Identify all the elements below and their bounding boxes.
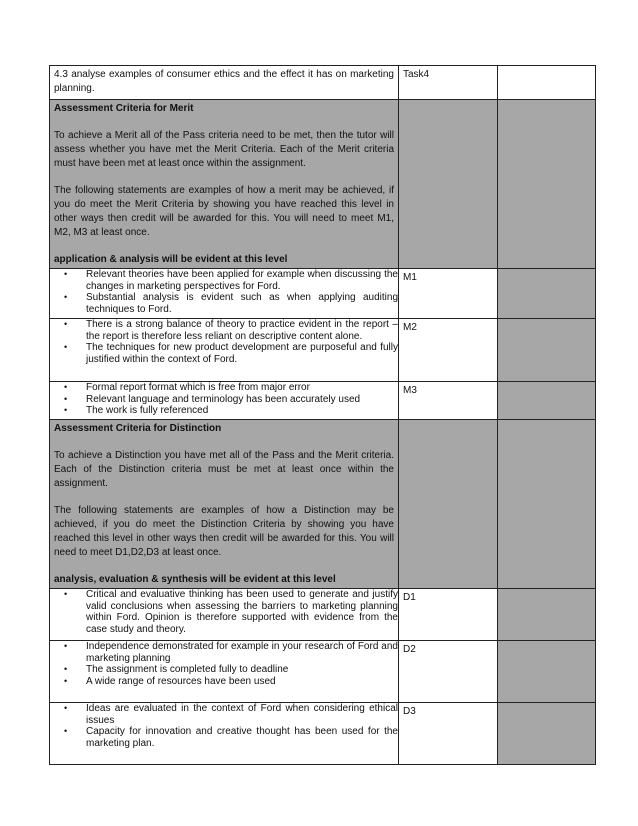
- m3-code: M3: [403, 385, 417, 396]
- merit-row-m1: [50, 269, 596, 319]
- merit-header-check-cell: [498, 100, 596, 269]
- d3-bullet-2: • Capacity for innovation and creative thought has been used for the marketing plan.: [64, 726, 398, 749]
- m1-bullet-1: • Relevant theories have been applied for example when discussing the changes in marketing perspectives for Ford.: [64, 269, 398, 292]
- d3-code: D3: [403, 706, 416, 717]
- distinction-header-check-cell: [498, 420, 596, 589]
- m1-bullet-2: • Substantial analysis is evident such as when applying auditing techniques to Ford.: [64, 292, 398, 315]
- merit-row-m3: [50, 382, 596, 420]
- distinction-intro-paragraph: To achieve a Distinction you have met all of the Pass and the Merit criteria. Each of the Distinction criteria must be met at least once within the assignment.: [54, 450, 394, 489]
- d3-check-cell: [498, 703, 596, 765]
- m3-bullet-3: • The work is fully referenced: [64, 405, 209, 416]
- criteria-4-3-text: 4.3 analyse examples of consumer ethics and the effect it has on marketing planning.: [54, 69, 394, 94]
- distinction-level-subheading: analysis, evaluation & synthesis will be evident at this level: [54, 574, 336, 585]
- merit-level-subheading: application & analysis will be evident at this level: [54, 254, 288, 265]
- d2-code: D2: [403, 644, 416, 655]
- d2-bullet-2: • The assignment is completed fully to deadline: [64, 664, 289, 675]
- distinction-row-d2: [50, 641, 596, 703]
- merit-header-code-cell: [399, 100, 498, 269]
- merit-heading: Assessment Criteria for Merit: [54, 103, 194, 114]
- d1-code: D1: [403, 592, 416, 603]
- m3-bullet-1: • Formal report format which is free from major error: [64, 382, 310, 393]
- d2-check-cell: [498, 641, 596, 703]
- m1-code: M1: [403, 272, 417, 283]
- distinction-row-d3: [50, 703, 596, 765]
- d2-bullet-3: • A wide range of resources have been used: [64, 675, 276, 687]
- d1-check-cell: [498, 589, 596, 641]
- m2-bullet-2: • The techniques for new product development are purposeful and fully justified within the context of Ford.: [64, 342, 398, 365]
- d2-bullet-1: • Independence demonstrated for example in your research of Ford and marketing planning: [64, 641, 398, 664]
- d3-bullet-1: • Ideas are evaluated in the context of Ford when considering ethical issues: [64, 703, 398, 726]
- distinction-header-code-cell: [399, 420, 498, 589]
- d1-bullet-1: • Critical and evaluative thinking has been used to generate and justify valid conclusions when assessing the barriers to marketing planning within Ford. Opinion is therefore supported with evidence from the case study and theory.: [64, 589, 398, 635]
- criteria-row-4-3: [50, 66, 596, 100]
- m3-bullet-2: • Relevant language and terminology has been accurately used: [64, 393, 361, 405]
- criteria-4-3-check-cell: [498, 66, 596, 100]
- assessment-criteria-table: [49, 65, 596, 765]
- merit-examples-paragraph: The following statements are examples of how a merit may be achieved, if you do meet the Merit Criteria by showing you have reached this level in other ways then credit will be awarded for this. You will need to meet M1, M2, M3 at least once.: [54, 185, 394, 238]
- distinction-row-d1: [50, 589, 596, 641]
- merit-row-m2: [50, 319, 596, 382]
- distinction-heading: Assessment Criteria for Distinction: [54, 423, 222, 434]
- distinction-header-row: [50, 420, 596, 589]
- m1-check-cell: [498, 269, 596, 319]
- distinction-examples-paragraph: The following statements are examples of how a Distinction may be achieved, if you do meet the Distinction Criteria by showing you have reached this level in other ways then credit will be awarded for this. You will need to meet D1,D2,D3 at least once.: [54, 505, 394, 558]
- m2-bullet-1: • There is a strong balance of theory to practice evident in the report – the report is therefore less reliant on descriptive content alone.: [64, 319, 398, 342]
- m2-code: M2: [403, 322, 417, 333]
- criteria-4-3-task: Task4: [403, 69, 430, 80]
- merit-intro-paragraph: To achieve a Merit all of the Pass criteria need to be met, then the tutor will assess whether you have met the Merit Criteria. Each of the Merit criteria must have been met at least once within the assignment.: [54, 130, 394, 169]
- m3-check-cell: [498, 382, 596, 420]
- m2-check-cell: [498, 319, 596, 382]
- merit-header-row: [50, 100, 596, 269]
